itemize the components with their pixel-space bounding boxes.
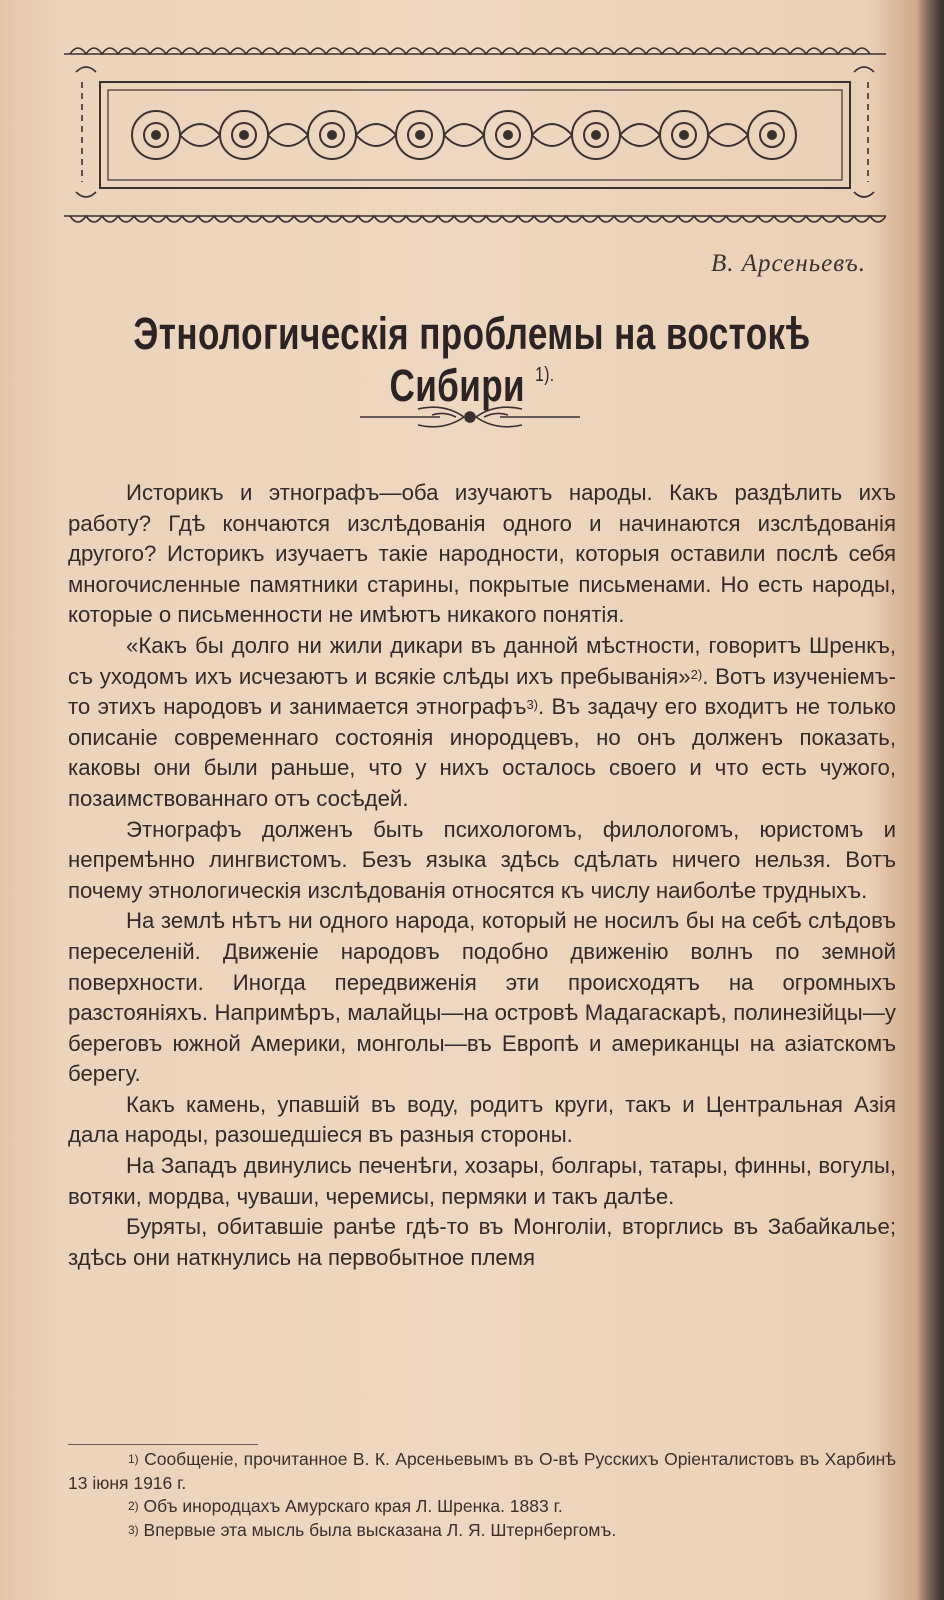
article-title-text: Этнологическія проблемы на востокѣ Сибири <box>133 308 811 411</box>
author-name: В. Арсеньевъ. <box>710 250 866 277</box>
footnote-2 <box>68 1495 896 1519</box>
paragraph-7: Буряты, обитавшіе ранѣе гдѣ-то въ Монголіи, вторглись въ Забайкалье; здѣсь они наткнулись на первобытное племя <box>68 1214 896 1270</box>
footnote-divider <box>68 1444 258 1445</box>
paragraph-2-start: «Какъ бы долго ни жили дикари въ данной мѣстности, говоритъ Шренкъ, съ уходомъ ихъ исчезаютъ и всякіе слѣды ихъ пребыванія» <box>68 632 896 689</box>
paragraph-2 <box>68 631 896 815</box>
paragraph-2-end: . Въ задачу его входитъ не только описаніе современнаго состоянія инородцевъ, но онъ долженъ показать, каковы они были раньше, что у нихъ осталось своего и что есть чужого, позаимствованнаго отъ сосѣдей. <box>68 694 896 811</box>
footnote-1-text: Сообщеніе, прочитанное В. К. Арсеньевымъ въ О-вѣ Русскихъ Оріенталистовъ въ Харбинѣ 13 іюня 1916 г. <box>68 1449 896 1493</box>
footnote-2-mark: 2) <box>128 1499 139 1513</box>
footnote-mark-2: 2) <box>690 666 703 682</box>
footnote-2-text: Объ инородцахъ Амурскаго края Л. Шренка. 1883 г. <box>143 1496 563 1516</box>
footnote-1 <box>68 1448 896 1495</box>
paragraph-5: Какъ камень, упавшій въ воду, родитъ круги, такъ и Центральная Азія дала народы, разошедшіеся въ разныя стороны. <box>68 1091 896 1148</box>
ornamental-header-border <box>64 42 886 227</box>
footnote-3-mark: 3) <box>128 1522 139 1537</box>
title-flourish-divider <box>360 396 580 438</box>
footnote-3 <box>68 1519 896 1543</box>
paragraph-3: Этнографъ долженъ быть психологомъ, филологомъ, юристомъ и непремѣнно лингвистомъ. Безъ языка здѣсь сдѣлать ничего нельзя. Вотъ почему этнологическія изслѣдованія относятся къ числу наиболѣе трудныхъ. <box>68 816 896 903</box>
paragraph-4: На землѣ нѣтъ ни одного народа, который не носилъ бы на себѣ слѣдовъ переселеній. Движеніе народовъ подобно движенію волнъ по земной поверхности. Иногда передвиженія эти происходятъ на огромныхъ разстояніяхъ. Напримѣръ, малайцы—на островѣ Мадагаскарѣ, полинезійцы—у береговъ южной Америки, монголы—въ Европѣ и американцы на азіатскомъ берегу. <box>68 908 896 1087</box>
article-body <box>68 478 896 1273</box>
paragraph-6: На Западъ двинулись печенѣги, хозары, болгары, татары, финны, вогулы, вотяки, мордва, чуваши, черемисы, пермяки и такъ далѣе. <box>68 1153 896 1209</box>
footnote-3-text: Впервые эта мысль была высказана Л. Я. Штернбергомъ. <box>143 1519 617 1540</box>
footnotes <box>68 1448 896 1542</box>
binding-shadow <box>918 0 944 1600</box>
title-footnote-mark: 1). <box>535 364 555 386</box>
paragraph-1: Историкъ и этнографъ—оба изучаютъ народы. Какъ раздѣлить ихъ работу? Гдѣ кончаются изслѣдованія одного и начинаются изслѣдованія другого? Историкъ изучаетъ такіе народности, которыя оставили послѣ себя многочисленные памятники старины, покрытые письменами. Но есть народы, которые о письменности не имѣютъ никакого понятія. <box>68 480 896 628</box>
footnote-mark-3: 3) <box>526 697 538 713</box>
footnote-1-mark: 1) <box>128 1452 139 1466</box>
paragraph-2-mid: . Вотъ изученіемъ-то этихъ народовъ и занимается этнографъ <box>68 663 896 720</box>
